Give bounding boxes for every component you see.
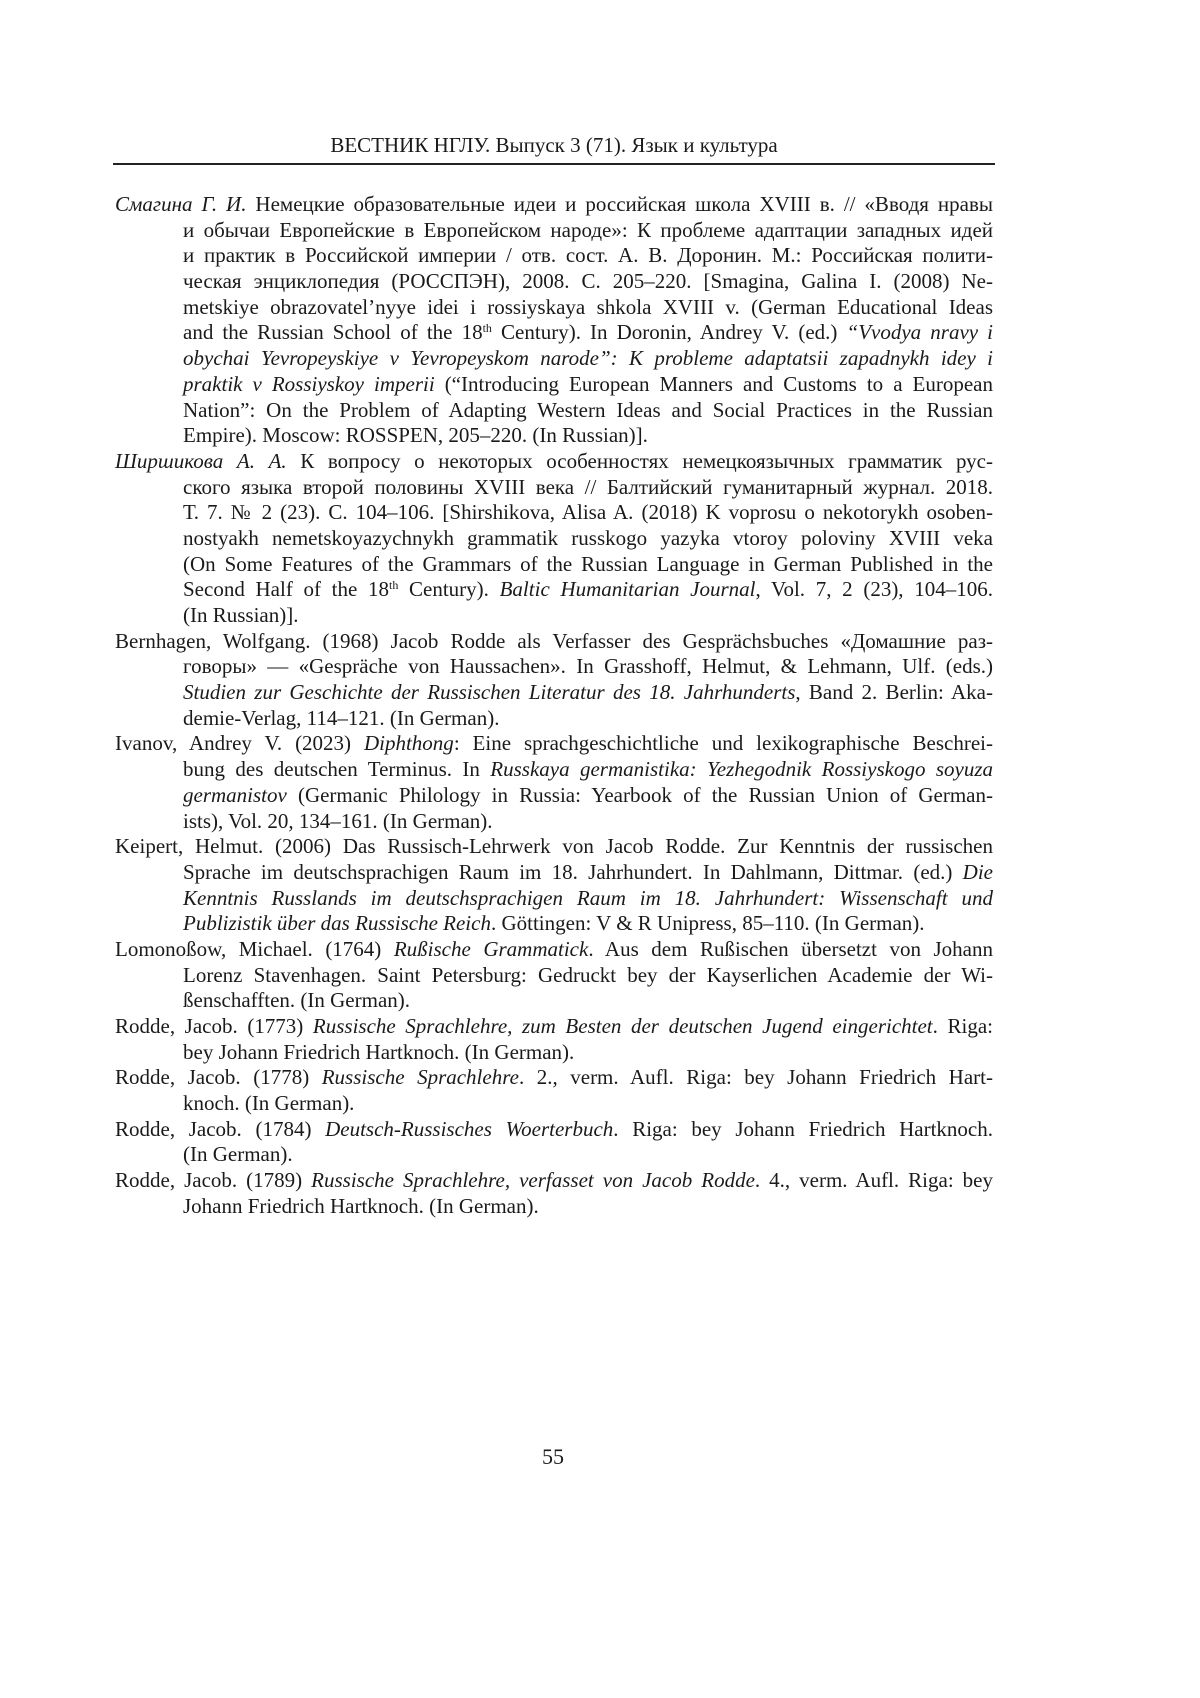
- italic-title: Diphthong: [364, 731, 454, 755]
- reference-entry: [115, 1014, 993, 1065]
- reference-text: Немецкие образовательные идеи и российская школа XVIII в. // «Вводя нравы: [246, 192, 993, 216]
- reference-text: Century). In Doronin, Andrey V. (ed.): [492, 320, 847, 344]
- reference-line: [183, 526, 993, 552]
- reference-text: knoch. (In German).: [183, 1091, 354, 1115]
- reference-text: и обычаи Европейские в Европейском народе»: К проблеме адаптации западных идей: [183, 218, 993, 242]
- reference-entry: [115, 937, 993, 1014]
- reference-text: Bernhagen, Wolfgang. (1968) Jacob Rodde als Verfasser des Gesprächsbuches «Домашние раз-: [115, 629, 993, 653]
- reference-text: (In German).: [183, 1142, 293, 1166]
- italic-title: Publizistik über das Russische Reich: [183, 911, 491, 935]
- reference-line: [183, 552, 993, 578]
- reference-entry: [115, 1168, 993, 1219]
- reference-text: и практик в Российской империи / отв. сост. А. В. Доронин. М.: Российская полити-: [183, 243, 993, 267]
- reference-text: bung des deutschen Terminus. In: [183, 757, 490, 781]
- reference-text: Rodde, Jacob. (1778): [115, 1065, 322, 1089]
- reference-line: [183, 654, 993, 680]
- reference-text: ческая энциклопедия (РОССПЭН), 2008. С. 205–220. [Smagina, Galina I. (2008) Ne-: [183, 269, 993, 293]
- reference-text: ßenschafften. (In German).: [183, 988, 410, 1012]
- reference-line: [183, 1142, 993, 1168]
- reference-text: Ivanov, Andrey V. (2023): [115, 731, 364, 755]
- reference-text: Nation”: On the Problem of Adapting Western Ideas and Social Practices in the Russian: [183, 398, 993, 422]
- italic-title: Ширшикова А. А.: [115, 449, 287, 473]
- reference-text: metskiye obrazovatel’nyye idei i rossiyskaya shkola XVIII v. (German Educational Ideas: [183, 295, 993, 319]
- reference-line: [183, 757, 993, 783]
- reference-line: [183, 500, 993, 526]
- page-number: 55: [0, 1444, 1106, 1470]
- italic-title: Die: [963, 860, 993, 884]
- reference-text: (On Some Features of the Grammars of the Russian Language in German Published in the: [183, 552, 993, 576]
- reference-text: (In Russian)].: [183, 603, 298, 627]
- reference-line: [183, 475, 993, 501]
- reference-text: Lomonoßow, Michael. (1764): [115, 937, 394, 961]
- reference-text: Johann Friedrich Hartknoch. (In German).: [183, 1194, 539, 1218]
- italic-title: Baltic Humanitarian Journal: [500, 577, 756, 601]
- reference-text: . 4., verm. Aufl. Riga: bey: [755, 1168, 993, 1192]
- reference-line: [183, 218, 993, 244]
- italic-title: Russkaya germanistika: Yezhegodnik Rossiyskogo soyuza: [490, 757, 993, 781]
- reference-text: Rodde, Jacob. (1789): [115, 1168, 311, 1192]
- superscript: th: [389, 578, 398, 592]
- reference-text: ists), Vol. 20, 134–161. (In German).: [183, 809, 493, 833]
- reference-entry: [115, 731, 993, 834]
- reference-text: Lorenz Stavenhagen. Saint Petersburg: Gedruckt bey der Kayserlichen Academie der Wi-: [183, 963, 993, 987]
- reference-entry: [115, 834, 993, 937]
- reference-line: [183, 398, 993, 424]
- italic-title: obychai Yevropeyskiye v Yevropeyskom narode”: K probleme adaptatsii zapadnykh idey i: [183, 346, 993, 370]
- reference-text: bey Johann Friedrich Hartknoch. (In German).: [183, 1040, 574, 1064]
- reference-text: nostyakh nemetskoyazychnykh grammatik russkogo yazyka vtoroy poloviny XVIII veka: [183, 526, 993, 550]
- reference-text: Т. 7. № 2 (23). С. 104–106. [Shirshikova, Alisa A. (2018) K voprosu o nekotorykh osoben-: [183, 500, 993, 524]
- italic-title: Russische Sprachlehre: [322, 1065, 519, 1089]
- reference-text: (Germanic Philology in Russia: Yearbook of the Russian Union of German-: [287, 783, 993, 807]
- reference-entry: [115, 192, 993, 449]
- reference-line: [115, 1065, 993, 1091]
- reference-text: and the Russian School of the 18: [183, 320, 483, 344]
- reference-line: [115, 1014, 993, 1040]
- reference-text: Century).: [398, 577, 499, 601]
- reference-line: [183, 372, 993, 398]
- reference-line: [115, 731, 993, 757]
- italic-title: Russische Sprachlehre, verfasset von Jacob Rodde: [311, 1168, 755, 1192]
- reference-text: Rodde, Jacob. (1773): [115, 1014, 313, 1038]
- italic-title: praktik v Rossiyskoy imperii: [183, 372, 435, 396]
- reference-line: [115, 834, 993, 860]
- reference-text: , Vol. 7, 2 (23), 104–106.: [755, 577, 993, 601]
- reference-text: К вопросу о некоторых особенностях немецкоязычных грамматик рус-: [287, 449, 993, 473]
- reference-entry: [115, 1117, 993, 1168]
- reference-line: [115, 449, 993, 475]
- reference-text: . Göttingen: V & R Unipress, 85–110. (In German).: [491, 911, 925, 935]
- reference-text: Keipert, Helmut. (2006) Das Russisch-Lehrwerk von Jacob Rodde. Zur Kenntnis der russischen: [115, 834, 993, 858]
- reference-text: . 2., verm. Aufl. Riga: bey Johann Friedrich Hart-: [519, 1065, 993, 1089]
- reference-line: [183, 809, 993, 835]
- reference-line: [115, 937, 993, 963]
- reference-line: [183, 988, 993, 1014]
- reference-line: [115, 1168, 993, 1194]
- reference-line: [183, 680, 993, 706]
- reference-entry: [115, 629, 993, 732]
- reference-line: [115, 192, 993, 218]
- reference-entry: [115, 449, 993, 629]
- italic-title: Kenntnis Russlands im deutschsprachigen Raum im 18. Jahrhundert: Wissenschaft und: [183, 886, 993, 910]
- reference-line: [183, 603, 993, 629]
- reference-list: [115, 192, 993, 1220]
- reference-line: [183, 269, 993, 295]
- italic-title: “Vvodya nravy i: [847, 320, 994, 344]
- reference-text: говоры» — «Gespräche von Haussachen». In Grasshoff, Helmut, & Lehmann, Ulf. (eds.): [183, 654, 993, 678]
- reference-line: [183, 577, 993, 603]
- italic-title: Смагина Г. И.: [115, 192, 246, 216]
- reference-entry: [115, 1065, 993, 1116]
- running-header: ВЕСТНИК НГЛУ. Выпуск 3 (71). Язык и культура: [113, 131, 995, 159]
- reference-line: [183, 1040, 993, 1066]
- reference-text: Empire). Moscow: ROSSPEN, 205–220. (In Russian)].: [183, 423, 648, 447]
- reference-line: [183, 963, 993, 989]
- reference-text: Second Half of the 18: [183, 577, 389, 601]
- italic-title: Deutsch-Russisches Woerterbuch: [325, 1117, 613, 1141]
- reference-text: demie-Verlag, 114–121. (In German).: [183, 706, 499, 730]
- reference-text: Rodde, Jacob. (1784): [115, 1117, 325, 1141]
- reference-line: [183, 911, 993, 937]
- reference-text: . Riga:: [933, 1014, 993, 1038]
- reference-line: [183, 423, 993, 449]
- reference-line: [183, 243, 993, 269]
- reference-line: [183, 295, 993, 321]
- reference-line: [183, 1194, 993, 1220]
- reference-text: , Band 2. Berlin: Aka-: [795, 680, 993, 704]
- reference-line: [115, 629, 993, 655]
- italic-title: Russische Sprachlehre, zum Besten der deutschen Jugend eingerichtet: [313, 1014, 933, 1038]
- reference-line: [115, 1117, 993, 1143]
- reference-text: Sprache im deutschsprachigen Raum im 18. Jahrhundert. In Dahlmann, Dittmar. (ed.): [183, 860, 963, 884]
- reference-line: [183, 860, 993, 886]
- reference-text: (“Introducing European Manners and Customs to a European: [435, 372, 993, 396]
- reference-line: [183, 320, 993, 346]
- reference-text: . Riga: bey Johann Friedrich Hartknoch.: [613, 1117, 993, 1141]
- reference-line: [183, 783, 993, 809]
- reference-text: ского языка второй половины XVIII века // Балтийский гуманитарный журнал. 2018.: [183, 475, 993, 499]
- italic-title: Studien zur Geschichte der Russischen Literatur des 18. Jahrhunderts: [183, 680, 795, 704]
- italic-title: germanistov: [183, 783, 287, 807]
- reference-text: : Eine sprachgeschichtliche und lexikographische Beschrei-: [454, 731, 993, 755]
- italic-title: Rußische Grammatick: [394, 937, 588, 961]
- reference-line: [183, 1091, 993, 1117]
- header-rule: [113, 163, 995, 165]
- reference-line: [183, 886, 993, 912]
- superscript: th: [483, 321, 492, 335]
- reference-text: . Aus dem Rußischen übersetzt von Johann: [588, 937, 993, 961]
- reference-line: [183, 706, 993, 732]
- reference-line: [183, 346, 993, 372]
